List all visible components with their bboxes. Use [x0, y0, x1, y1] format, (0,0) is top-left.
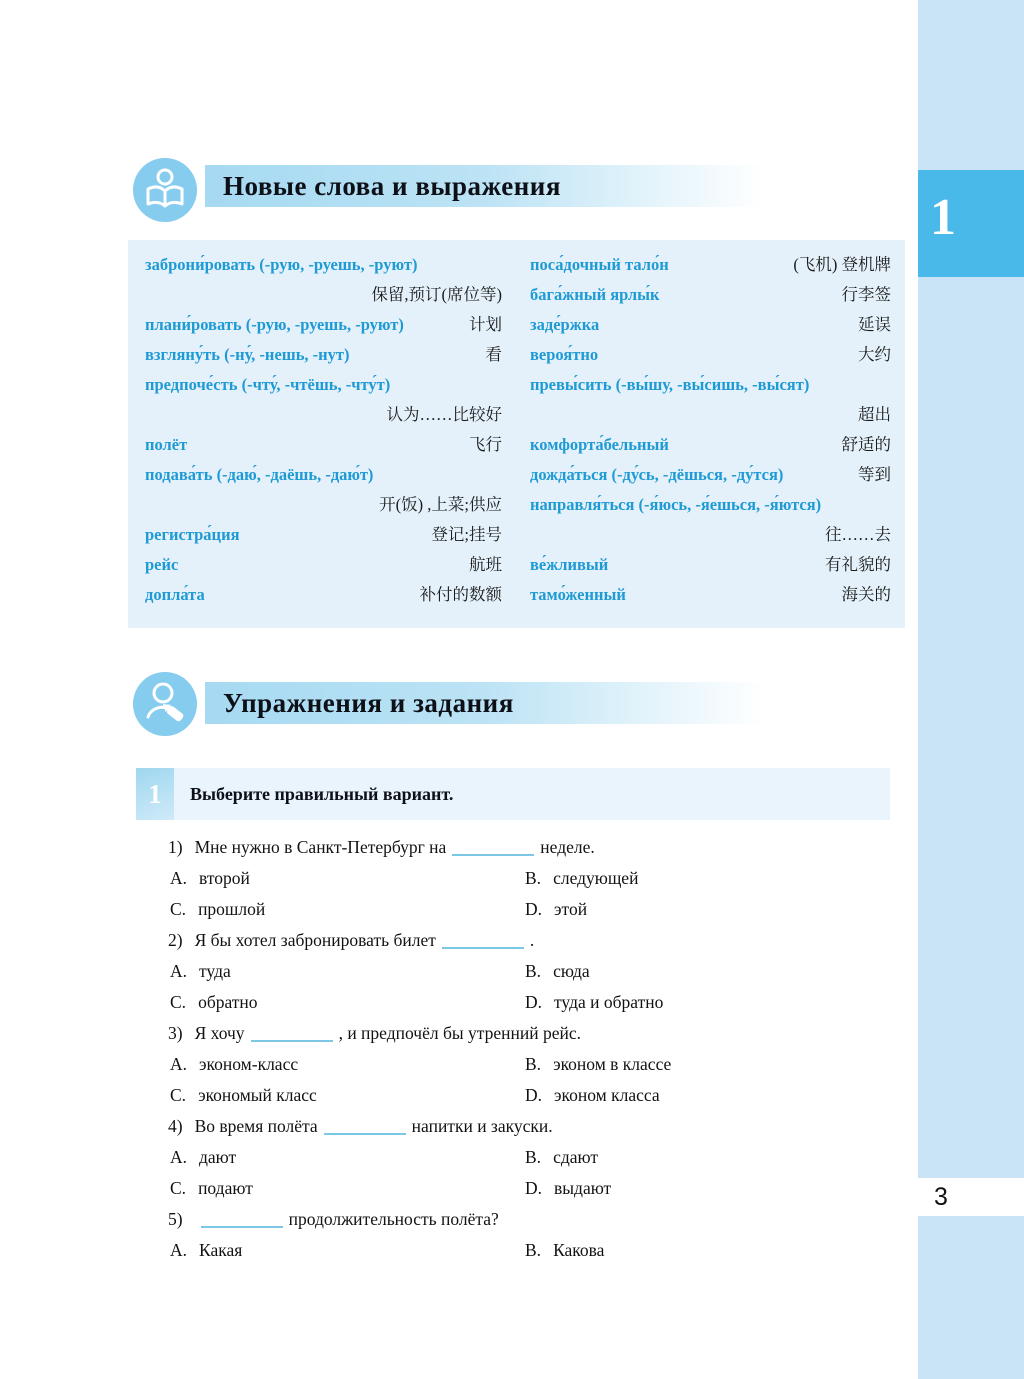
- question-number: 5): [168, 1209, 183, 1229]
- exercises-section-banner: [205, 682, 905, 724]
- option-letter: B.: [525, 961, 542, 981]
- vocabulary-section-title: Новые слова и выражения: [223, 170, 561, 201]
- vocab-entry: [145, 310, 502, 340]
- options-grid: [168, 956, 898, 1018]
- question-text-pre: Мне нужно в Санкт-Петербург на: [194, 837, 447, 857]
- vocab-translation-line: [145, 280, 502, 310]
- vocab-translation: 认为……比较好: [386, 405, 502, 424]
- vocab-word: предпоче́сть (-чту́, -чтёшь, -чту́т): [145, 375, 391, 394]
- vocab-entry: [530, 310, 891, 340]
- option-letter: C.: [170, 1178, 187, 1198]
- vocab-translation: 计划: [469, 315, 502, 334]
- vocab-entry: [530, 280, 891, 310]
- option-text: второй: [199, 868, 250, 888]
- vocab-word: комфорта́бельный: [530, 435, 669, 454]
- vocab-word: дожда́ться (-ду́сь, -дёшься, -ду́тся): [530, 465, 784, 484]
- options-grid: [168, 1049, 898, 1111]
- vocabulary-box: [128, 240, 905, 628]
- option: [525, 956, 898, 987]
- question-line: [168, 832, 898, 863]
- vocab-translation: 看: [485, 345, 502, 364]
- vocabulary-section-banner: [205, 165, 905, 207]
- exercise-instruction: Выберите правильный вариант.: [190, 783, 454, 804]
- options-grid: [168, 1235, 898, 1266]
- question-text-post: .: [529, 930, 535, 950]
- question-line: [168, 1204, 898, 1235]
- option-letter: B.: [525, 1054, 542, 1074]
- vocab-entry: [145, 580, 502, 610]
- option-letter: A.: [170, 1240, 188, 1260]
- option: [525, 894, 898, 925]
- vocab-word: взгляну́ть (-ну́, -нешь, -нут): [145, 345, 350, 364]
- vocab-translation: 等到: [858, 465, 891, 484]
- option: [525, 1049, 898, 1080]
- option-text: обратно: [198, 992, 258, 1012]
- vocab-entry: [530, 580, 891, 610]
- option-text: туда: [199, 961, 231, 981]
- vocab-translation-line: [145, 490, 502, 520]
- option: [170, 1173, 525, 1204]
- vocab-translation-line: [530, 520, 891, 550]
- vocab-translation: 超出: [858, 405, 891, 424]
- option-letter: D.: [525, 1178, 543, 1198]
- answer-blank: [442, 947, 524, 949]
- vocab-entry: [145, 520, 502, 550]
- option-text: эконом в классе: [553, 1054, 672, 1074]
- option-text: выдают: [554, 1178, 612, 1198]
- option-text: следующей: [553, 868, 639, 888]
- vocab-word: вероя́тно: [530, 345, 599, 364]
- question-line: [168, 1018, 898, 1049]
- questions: [168, 832, 898, 1266]
- answer-blank: [452, 854, 534, 856]
- question-number: 3): [168, 1023, 183, 1043]
- option-text: сюда: [553, 961, 590, 981]
- vocab-translation: 海关的: [841, 585, 891, 604]
- vocab-entry: [530, 490, 891, 520]
- question-number: 4): [168, 1116, 183, 1136]
- exercises-section-title: Упражнения и задания: [223, 687, 514, 718]
- vocab-translation: 飞行: [469, 435, 502, 454]
- answer-blank: [201, 1226, 283, 1228]
- question-text-pre: Я бы хотел забронировать билет: [194, 930, 436, 950]
- vocab-translation: 保留,预订(席位等): [371, 285, 502, 304]
- vocab-entry: [530, 340, 891, 370]
- option-letter: D.: [525, 992, 543, 1012]
- option-letter: A.: [170, 961, 188, 981]
- option: [525, 1080, 898, 1111]
- vocab-translation: 大约: [858, 345, 891, 364]
- vocab-entry: [145, 430, 502, 460]
- vocab-word: полёт: [145, 435, 188, 454]
- vocab-translation: 航班: [469, 555, 502, 574]
- option-letter: A.: [170, 1054, 188, 1074]
- option: [170, 987, 525, 1018]
- option-text: экономый класс: [198, 1085, 317, 1105]
- exercise-number: 1: [148, 778, 162, 809]
- option-text: эконом-класс: [199, 1054, 299, 1074]
- option: [525, 863, 898, 894]
- vocab-translation: 行李签: [841, 285, 891, 304]
- question-text-post: продолжительность полёта?: [288, 1209, 499, 1229]
- vocab-word: превы́сить (-вы́шу, -вы́сишь, -вы́сят): [530, 375, 810, 394]
- vocab-word: подава́ть (-даю́, -даёшь, -даю́т): [145, 465, 374, 484]
- question-line: [168, 925, 898, 956]
- vocab-word: ве́жливый: [530, 555, 609, 574]
- option: [170, 1235, 525, 1266]
- option-letter: D.: [525, 1085, 543, 1105]
- vocab-entry: [530, 370, 891, 400]
- option-text: туда и обратно: [554, 992, 664, 1012]
- option-letter: C.: [170, 992, 187, 1012]
- option: [525, 1235, 898, 1266]
- page-number-band: [918, 1178, 1024, 1216]
- question-text-post: , и предпочёл бы утренний рейс.: [338, 1023, 581, 1043]
- option: [525, 1142, 898, 1173]
- vocab-entry: [145, 550, 502, 580]
- option-letter: B.: [525, 868, 542, 888]
- vocab-entry: [145, 370, 502, 400]
- vocab-word: бага́жный ярлы́к: [530, 285, 660, 304]
- vocab-entry: [530, 250, 891, 280]
- vocab-translation-line: [530, 400, 891, 430]
- option-text: подают: [198, 1178, 253, 1198]
- vocab-translation-line: [145, 400, 502, 430]
- sidebar-strip: [918, 0, 1024, 1379]
- vocab-column-left: [145, 250, 518, 618]
- question-number: 1): [168, 837, 183, 857]
- option-text: эконом класса: [554, 1085, 660, 1105]
- vocab-word: тамо́женный: [530, 585, 626, 604]
- answer-blank: [251, 1040, 333, 1042]
- question-text-pre: Во время полёта: [194, 1116, 318, 1136]
- question-number: 2): [168, 930, 183, 950]
- vocab-entry: [145, 340, 502, 370]
- option: [170, 1142, 525, 1173]
- vocab-entry: [145, 250, 502, 280]
- vocab-entry: [530, 550, 891, 580]
- option: [170, 1049, 525, 1080]
- options-grid: [168, 863, 898, 925]
- question-text-pre: Я хочу: [194, 1023, 245, 1043]
- exercise-instruction-strip: [174, 768, 890, 820]
- option: [525, 1173, 898, 1204]
- vocab-word: регистра́ция: [145, 525, 240, 544]
- option-letter: C.: [170, 899, 187, 919]
- vocab-word: направля́ться (-я́юсь, -я́ешься, -я́ются): [530, 495, 822, 514]
- vocab-entry: [530, 430, 891, 460]
- option-letter: A.: [170, 1147, 188, 1167]
- open-book-reader-icon: [133, 158, 197, 222]
- vocab-column-right: [518, 250, 891, 618]
- exercise-number-box: [136, 768, 174, 820]
- question-text-post: неделе.: [540, 837, 595, 857]
- unit-number-tab: [918, 170, 1024, 277]
- vocab-translation: 有礼貌的: [825, 555, 891, 574]
- option-letter: B.: [525, 1147, 542, 1167]
- vocab-translation: (飞机) 登机牌: [793, 255, 891, 274]
- option-text: Какова: [553, 1240, 605, 1260]
- vocab-word: рейс: [145, 555, 179, 574]
- option: [170, 956, 525, 987]
- vocab-entry: [530, 460, 891, 490]
- vocab-translation: 开(饭) ,上菜;供应: [379, 495, 502, 514]
- question-line: [168, 1111, 898, 1142]
- vocab-translation: 补付的数额: [419, 585, 502, 604]
- vocab-word: допла́та: [145, 585, 205, 604]
- option-text: этой: [554, 899, 588, 919]
- vocab-translation: 往……去: [825, 525, 891, 544]
- option-letter: D.: [525, 899, 543, 919]
- vocab-word: заде́ржка: [530, 315, 600, 334]
- option-text: Какая: [199, 1240, 243, 1260]
- writing-person-icon: [133, 672, 197, 736]
- vocab-word: поса́дочный тало́н: [530, 255, 669, 274]
- option-letter: C.: [170, 1085, 187, 1105]
- option: [525, 987, 898, 1018]
- option: [170, 1080, 525, 1111]
- option: [170, 894, 525, 925]
- unit-number: 1: [930, 189, 956, 246]
- option-letter: A.: [170, 868, 188, 888]
- vocab-word: заброни́ровать (-рую, -руешь, -руют): [145, 255, 418, 274]
- vocab-entry: [145, 460, 502, 490]
- option: [170, 863, 525, 894]
- options-grid: [168, 1142, 898, 1204]
- vocab-translation: 登记;挂号: [431, 525, 502, 544]
- page-number: 3: [934, 1183, 948, 1211]
- vocab-translation: 延误: [858, 315, 891, 334]
- question-text-post: напитки и закуски.: [411, 1116, 553, 1136]
- option-text: прошлой: [198, 899, 266, 919]
- option-text: дают: [199, 1147, 237, 1167]
- option-text: сдают: [553, 1147, 598, 1167]
- answer-blank: [324, 1133, 406, 1135]
- vocab-translation: 舒适的: [841, 435, 891, 454]
- option-letter: B.: [525, 1240, 542, 1260]
- vocab-word: плани́ровать (-рую, -руешь, -руют): [145, 315, 404, 334]
